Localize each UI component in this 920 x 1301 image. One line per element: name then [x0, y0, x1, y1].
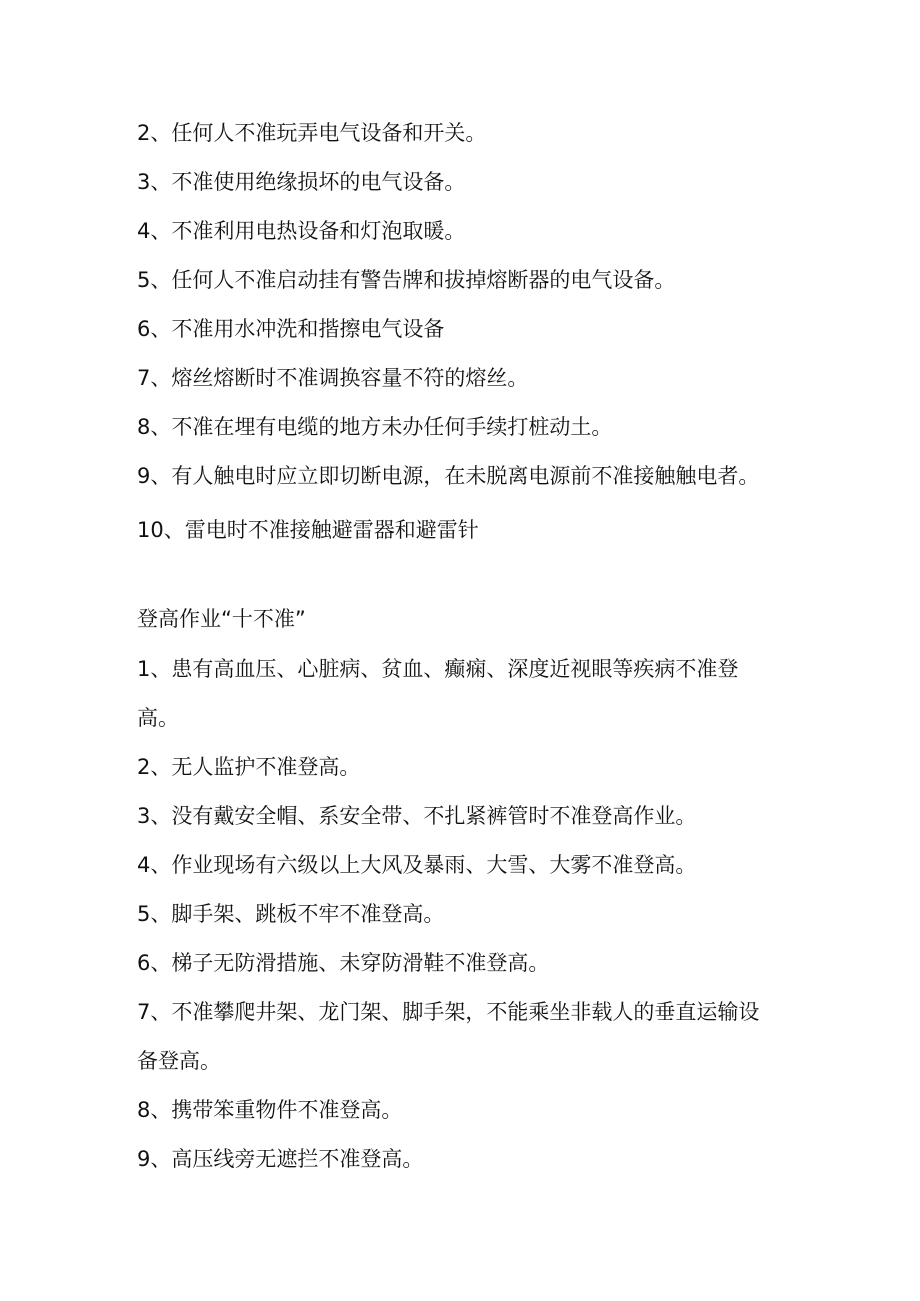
rule-item-8: 8、不准在埋有电缆的地方未办任何手续打桩动土。: [137, 415, 613, 439]
climbing-item-9: 9、高压线旁无遮拦不准登高。: [137, 1147, 424, 1171]
rule-item-6: 6、不准用水冲洗和揩擦电气设备: [137, 317, 445, 341]
rule-item-10: 10、雷电时不准接触避雷器和避雷针: [137, 518, 479, 542]
rule-item-2: 2、任何人不准玩弄电气设备和开关。: [137, 121, 487, 145]
rule-item-5: 5、任何人不准启动挂有警告牌和拔掉熔断器的电气设备。: [137, 268, 676, 292]
climbing-item-1: 1、患有高血压、心脏病、贫血、癫痫、深度近视眼等疾病不准登: [137, 657, 739, 681]
climbing-item-4: 4、作业现场有六级以上大风及暴雨、大雪、大雾不准登高。: [137, 853, 697, 877]
climbing-item-7-continuation: 备登高。: [137, 1049, 221, 1073]
climbing-item-7: 7、不准攀爬井架、龙门架、脚手架，不能乘坐非载人的垂直运输设: [137, 1000, 760, 1024]
climbing-item-6: 6、梯子无防滑措施、未穿防滑鞋不准登高。: [137, 951, 550, 975]
rule-item-4: 4、不准利用电热设备和灯泡取暖。: [137, 219, 466, 243]
climbing-item-8: 8、携带笨重物件不准登高。: [137, 1098, 403, 1122]
climbing-item-1-continuation: 高。: [137, 706, 179, 730]
rule-item-9: 9、有人触电时应立即切断电源，在未脱离电源前不准接触触电者。: [137, 464, 760, 488]
rule-item-7: 7、熔丝熔断时不准调换容量不符的熔丝。: [137, 366, 529, 390]
section-heading: 登高作业“十不准”: [137, 607, 306, 631]
climbing-item-3: 3、没有戴安全帽、系安全带、不扎紧裤管时不准登高作业。: [137, 804, 697, 828]
climbing-item-5: 5、脚手架、跳板不牢不准登高。: [137, 902, 445, 926]
rule-item-3: 3、不准使用绝缘损坏的电气设备。: [137, 170, 466, 194]
climbing-item-2: 2、无人监护不准登高。: [137, 755, 361, 779]
